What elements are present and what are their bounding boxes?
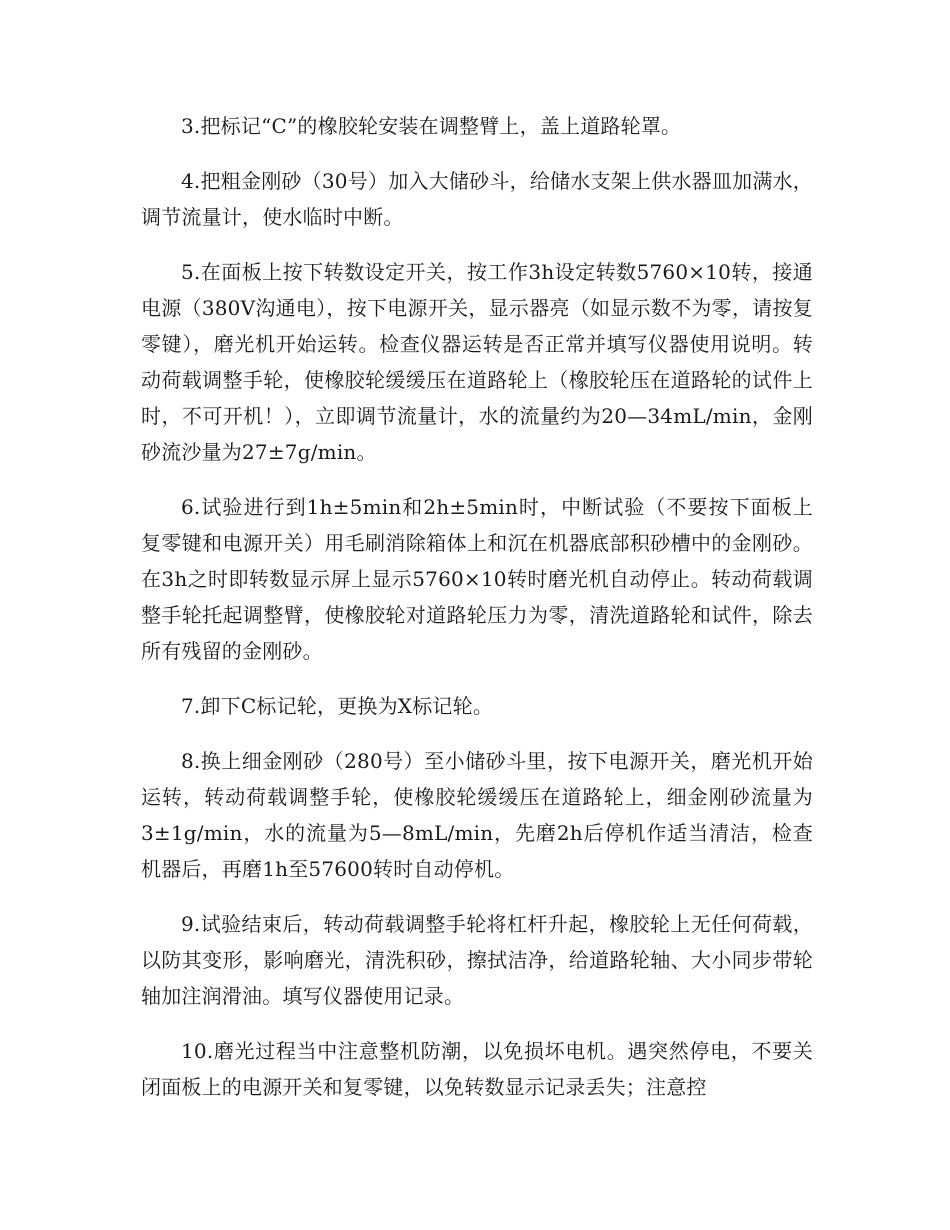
paragraph-step-4: 4.把粗金刚砂（30号）加入大储砂斗，给储水支架上供水器皿加满水，调节流量计，使水临时中断。 <box>141 169 813 229</box>
paragraph-step-7: 7.卸下C标记轮，更换为X标记轮。 <box>181 694 494 718</box>
paragraph-step-6: 6.试验进行到1h±5min和2h±5min时，中断试验（不要按下面板上复零键和电源开关）用毛刷消除箱体上和沉在机器底部积砂槽中的金刚砂。在3h之时即转数显示屏上显示5760×10转时磨光机自动停止。转动荷载调整手轮托起调整臂，使橡胶轮对道路轮压力为零，清洗道路轮和试件，除去所有残留的金刚砂。 <box>141 495 813 663</box>
paragraph-step-3: 3.把标记“C”的橡胶轮安装在调整臂上，盖上道路轮罩。 <box>181 114 682 138</box>
paragraph-step-9: 9.试验结束后，转动荷载调整手轮将杠杆升起，橡胶轮上无任何荷载，以防其变形，影响磨光，清洗积砂，擦拭洁净，给道路轮轴、大小同步带轮轴加注润滑油。填写仪器使用记录。 <box>141 912 813 1008</box>
paragraph-step-8: 8.换上细金刚砂（280号）至小储砂斗里，按下电源开关，磨光机开始运转，转动荷载调整手轮，使橡胶轮缓缓压在道路轮上，细金刚砂流量为3±1g/min，水的流量为5—8mL/min，先磨2h后停机作适当清洁，检查机器后，再磨1h至57600转时自动停机。 <box>141 749 813 881</box>
document-body <box>141 108 813 1124</box>
paragraph-step-5: 5.在面板上按下转数设定开关，按工作3h设定转数5760×10转，接通电源（380V沟通电），按下电源开关，显示器亮（如显示数不为零，请按复零键），磨光机开始运转。检查仪器运转是否正常并填写仪器使用说明。转动荷载调整手轮，使橡胶轮缓缓压在道路轮上（橡胶轮压在道路轮的试件上时，不可开机！），立即调节流量计，水的流量约为20—34mL/min，金刚砂流沙量为27±7g/min。 <box>141 260 813 464</box>
paragraph-step-10: 10.磨光过程当中注意整机防潮，以免损坏电机。遇突然停电，不要关闭面板上的电源开关和复零键，以免转数显示记录丢失；注意控 <box>141 1039 813 1099</box>
